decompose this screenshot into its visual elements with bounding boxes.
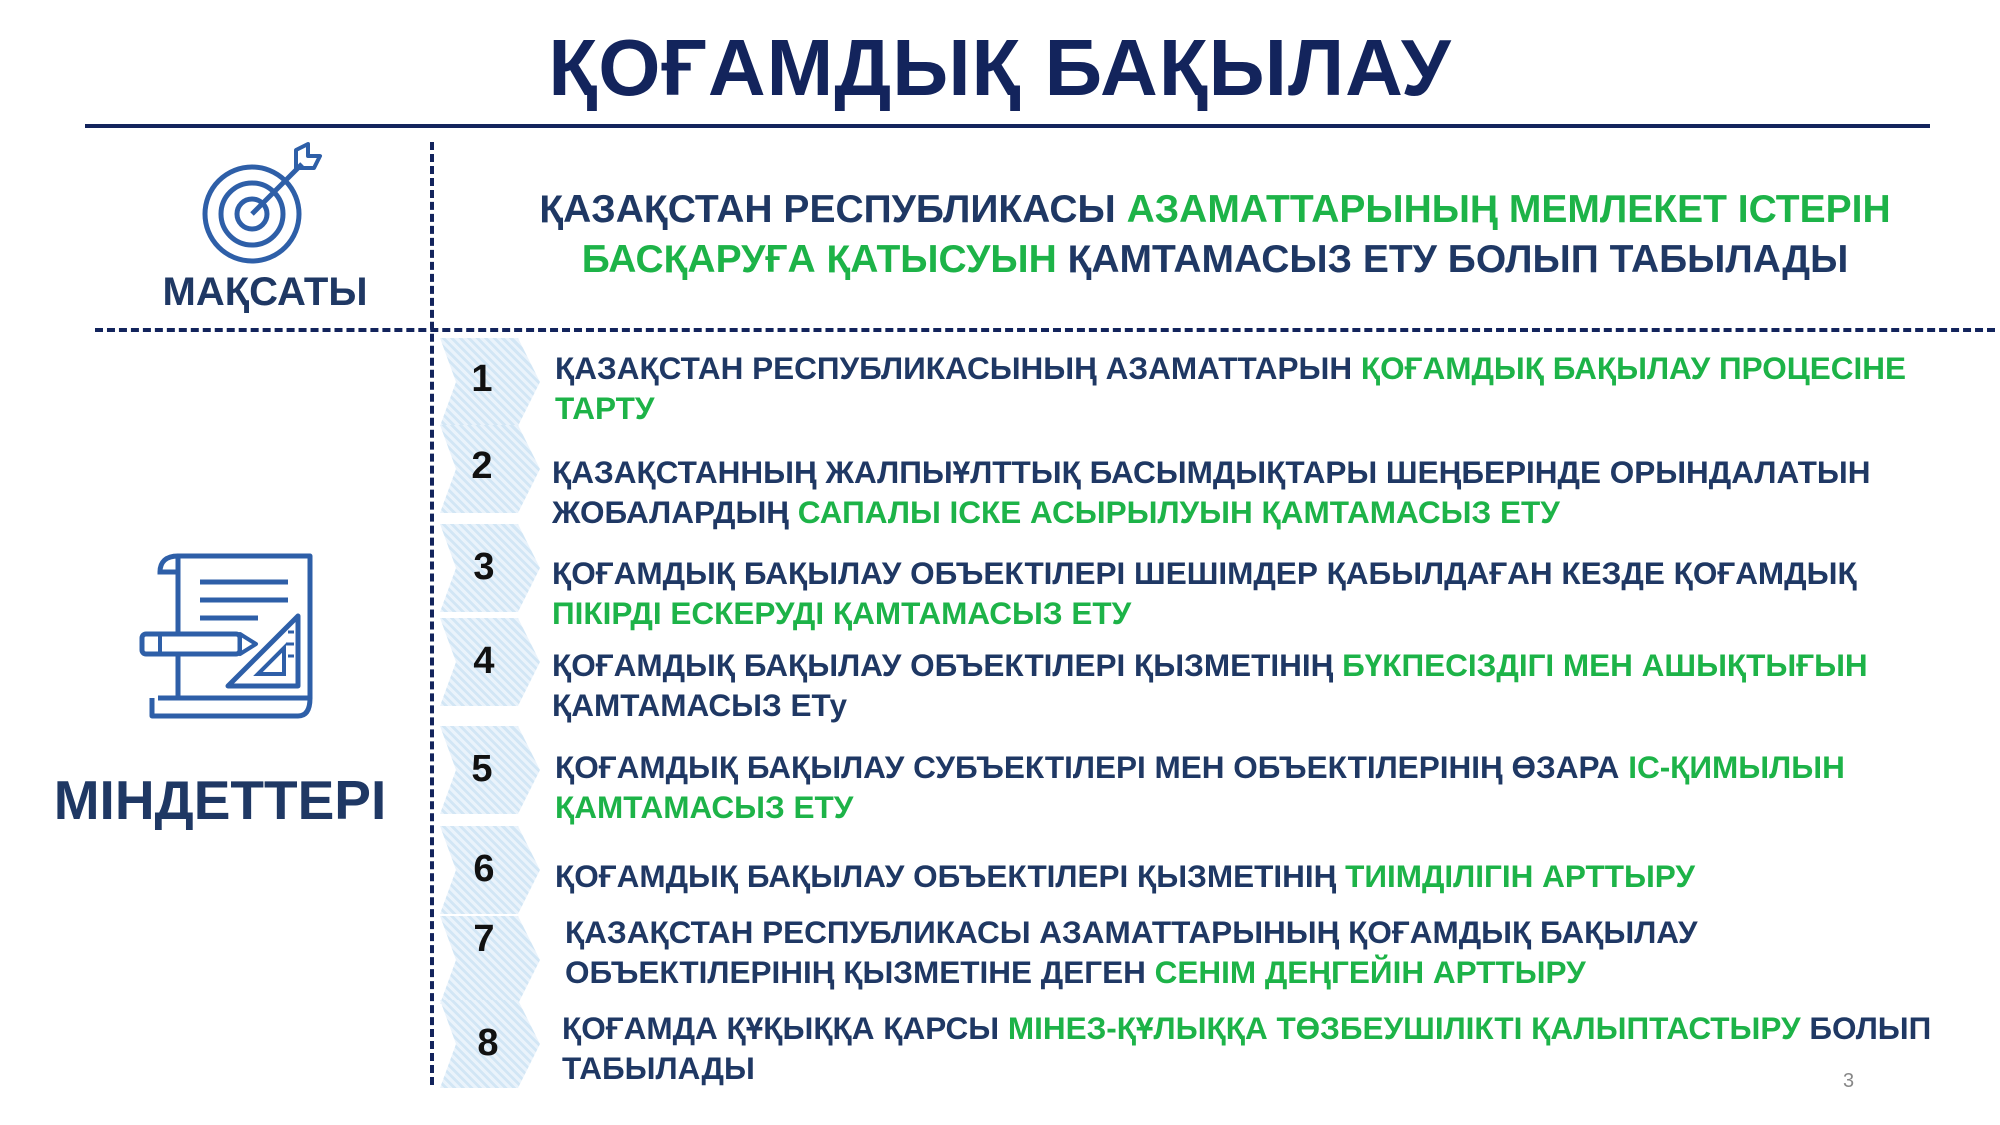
goal-text-dark-end: ҚАМТАМАСЫЗ ЕТУ БОЛЫП ТАБЫЛАДЫ (1056, 238, 1849, 281)
goal-statement (460, 185, 1970, 285)
task-text-dark: ҚОҒАМДЫҚ БАҚЫЛАУ ОБЪЕКТІЛЕРІ ШЕШІМДЕР ҚАБЫЛДАҒАН КЕЗДЕ ҚОҒАМДЫҚ (552, 555, 1857, 591)
task-text-dark: ҚАЗАҚСТАННЫҢ ЖАЛПЫҰЛТТЫҚ БАСЫМДЫҚТАРЫ ШЕҢБЕРІНДЕ ОРЫНДАЛАТЫН ЖОБАЛАРДЫҢ (552, 454, 1871, 530)
task-text-highlight: ҚОҒАМДЫҚ БАҚЫЛАУ ПРОЦЕСІНЕ ТАРТУ (555, 350, 1906, 426)
task-text (562, 1008, 1962, 1088)
task-number: 5 (471, 748, 493, 790)
task-number: 3 (473, 546, 495, 588)
task-text-dark-end: ҚАМТАМАСЫЗ ЕТу (552, 687, 848, 723)
task-text (552, 452, 1972, 532)
page-title: ҚОҒАМДЫҚ БАҚЫЛАУ (548, 23, 1452, 112)
task-text-highlight: СЕНІМ ДЕҢГЕЙІН АРТТЫРУ (1154, 954, 1586, 990)
tasks-label: МІНДЕТТЕРІ (53, 769, 387, 831)
task-text-highlight: ІС-ҚИМЫЛЫН ҚАМТАМАСЫЗ ЕТУ (555, 749, 1845, 825)
task-number: 4 (473, 640, 495, 682)
task-text-highlight: ПІКІРДІ ЕСКЕРУДІ ҚАМТАМАСЫЗ ЕТУ (552, 595, 1132, 631)
task-text (552, 553, 1972, 633)
vertical-dashed-divider (430, 142, 434, 1085)
task-number: 2 (471, 445, 493, 487)
task-text (565, 912, 1965, 992)
task-text-dark: ҚАЗАҚСТАН РЕСПУБЛИКАСЫ АЗАМАТТАРЫНЫҢ ҚОҒАМДЫҚ БАҚЫЛАУ ОБЪЕКТІЛЕРІНІҢ ҚЫЗМЕТІНЕ ДЕГЕН (565, 914, 1698, 990)
task-text (555, 856, 1975, 896)
task-text-highlight: ТИІМДІЛІГІН АРТТЫРУ (1345, 858, 1695, 894)
goal-text-highlight: АЗАМАТТАРЫНЫҢ МЕМЛЕКЕТ ІСТЕРІН БАСҚАРУҒА ҚАТЫСУЫН (581, 188, 1891, 281)
goal-text-dark: ҚАЗАҚСТАН РЕСПУБЛИКАСЫ (539, 188, 1127, 231)
title-underline (85, 124, 1930, 128)
task-number: 7 (473, 918, 495, 960)
task-text (552, 645, 1972, 725)
task-number: 1 (471, 358, 493, 400)
task-text-highlight: САПАЛЫ ІСКЕ АСЫРЫЛУЫН ҚАМТАМАСЫЗ ЕТУ (797, 494, 1560, 530)
document-ruler-pencil-icon (138, 548, 318, 728)
target-arrow-icon (200, 142, 325, 267)
task-text-highlight: БҮКПЕСІЗДІГІ МЕН АШЫҚТЫҒЫН (1342, 647, 1868, 683)
task-number: 6 (473, 848, 495, 890)
task-text (555, 348, 1975, 428)
task-text (555, 747, 1975, 827)
page-number: 3 (1843, 1070, 1855, 1092)
task-number: 8 (477, 1022, 499, 1064)
task-text-dark: ҚАЗАҚСТАН РЕСПУБЛИКАСЫНЫҢ АЗАМАТТАРЫН (555, 350, 1361, 386)
task-text-dark: ҚОҒАМДЫҚ БАҚЫЛАУ ОБЪЕКТІЛЕРІ ҚЫЗМЕТІНІҢ (555, 858, 1346, 894)
task-text-dark-end: БОЛЫП ТАБЫЛАДЫ (562, 1010, 1932, 1086)
task-text-dark: ҚОҒАМДЫҚ БАҚЫЛАУ СУБЪЕКТІЛЕРІ МЕН ОБЪЕКТІЛЕРІНІҢ ӨЗАРА (555, 749, 1629, 785)
task-text-dark: ҚОҒАМДЫҚ БАҚЫЛАУ ОБЪЕКТІЛЕРІ ҚЫЗМЕТІНІҢ (552, 647, 1343, 683)
task-text-dark: ҚОҒАМДА ҚҰҚЫҚҚА ҚАРСЫ (562, 1010, 1008, 1046)
horizontal-dashed-divider (95, 328, 1995, 332)
goal-label: МАҚСАТЫ (162, 270, 368, 314)
task-text-highlight: МІНЕЗ-ҚҰЛЫҚҚА ТӨЗБЕУШІЛІКТІ ҚАЛЫПТАСТЫРУ (1007, 1010, 1801, 1046)
